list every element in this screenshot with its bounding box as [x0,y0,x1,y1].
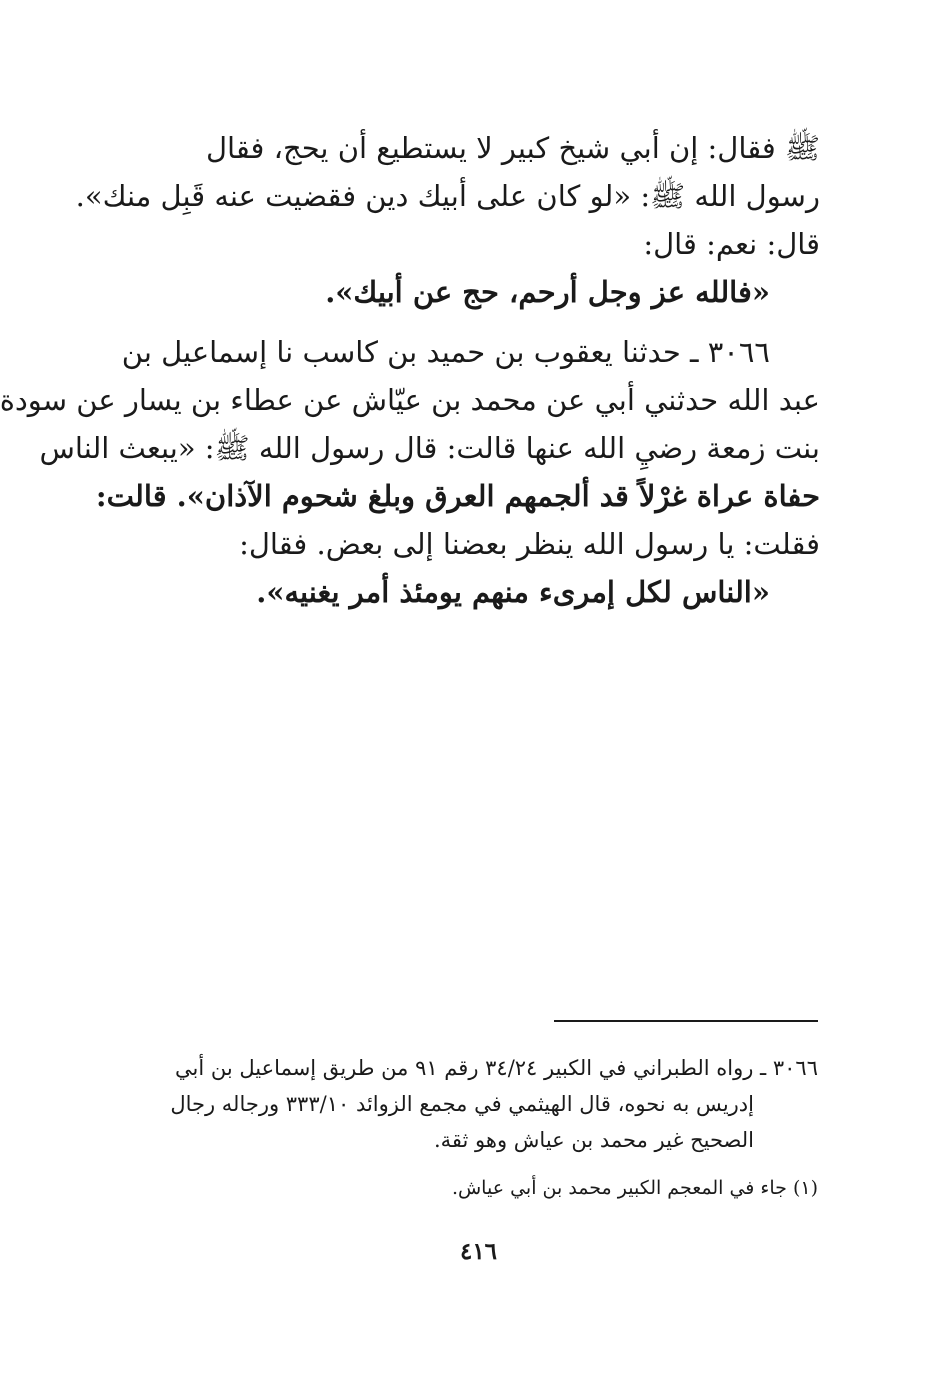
paragraph-gap [142,316,820,328]
text-line-10-quote: «الناس لكل إمرىء منهم يومئذ أمر يغنيه». [256,575,770,609]
text-line-9: فقلت: يا رسول الله ينظر بعضنا إلى بعض. فقال: [239,527,820,561]
text-line-1: ﷺ فقال: إن أبي شيخ كبير لا يستطيع أن يحج، فقال [205,131,820,165]
text-line-3: قال: نعم: قال: [643,227,820,261]
footnote-line-2: إدريس به نحوه، قال الهيثمي في مجمع الزوائد ٣٣٣/١٠ ورجاله رجال [170,1092,754,1116]
text-line-7: بنت زمعة رضيِ الله عنها قالت: قال رسول الله ﷺ: «يبعث الناس [39,431,820,465]
text-line-6: عبد الله حدثني أبي عن محمد بن عيّاش عن عطاء بن يسار عن سودة [0,383,820,417]
main-text-block [0,124,820,616]
hadith-3066-header: ٣٠٦٦ ـ حدثنا يعقوب بن حميد بن كاسب نا إسماعيل بن [121,335,770,369]
footnote-line-1: ٣٠٦٦ ـ رواه الطبراني في الكبير ٣٤/٢٤ رقم ٩١ من طريق إسماعيل بن أبي [175,1056,818,1080]
footnote-divider [554,1020,818,1022]
footnotes-block [145,1050,818,1206]
text-line-2: رسول الله ﷺ: «لو كان على أبيك دين فقضيت عنه قَبِل منك». [75,179,820,213]
footnote-note: (١) جاء في المعجم الكبير محمد بن أبي عياش. [451,1177,818,1199]
page-number: ٤١٦ [459,1238,498,1265]
footnote-line-3: الصحيح غير محمد بن عياش وهو ثقة. [433,1128,754,1152]
text-line-4-quote: «فالله عز وجل أرحم، حج عن أبيك». [325,275,770,309]
text-line-8: حفاة عراة غرْلاً قد ألجمهم العرق وبلغ شحوم الآذان». قالت: [95,479,820,513]
